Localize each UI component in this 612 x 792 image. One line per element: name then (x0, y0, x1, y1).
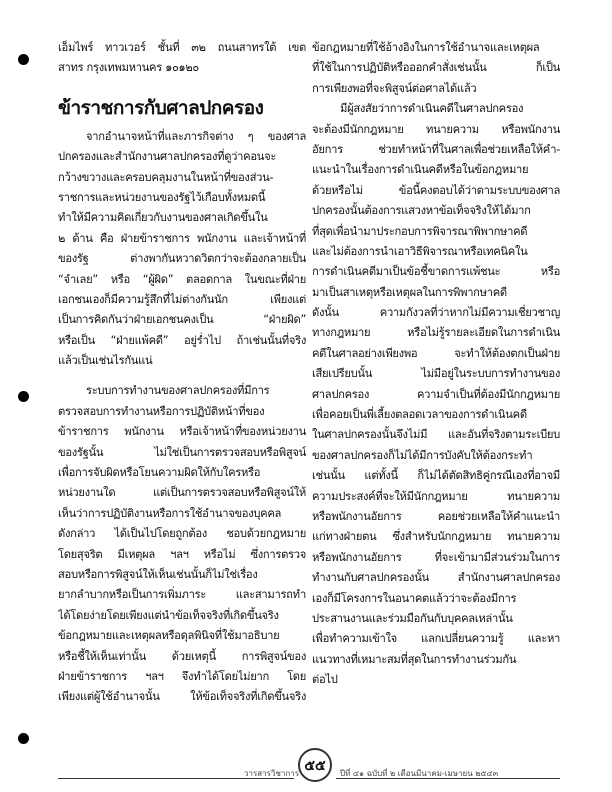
text-line: ของศาลปกครองก็ไม่ได้มีการบังคับให้ต้องกระทำ (312, 448, 533, 462)
text-line: เป็นการคิดกันว่าฝ่ายเอกชนคงเป็น “ฝ่ายผิด” (58, 313, 306, 327)
text-line: แล้วเป็นเช่นไรกันแน่ (58, 354, 153, 368)
text-line: ที่ใช้ในการปฏิบัติหรือออกคำสั่งเช่นนั้น ก็เป็น (312, 61, 560, 75)
text-line: มาเป็นสาเหตุหรือเหตุผลในการพิพากษาคดี (312, 285, 507, 299)
text-line: คดีในศาลอย่างเพียงพอ จะทำให้ต้องตกเป็นฝ่าย (312, 346, 560, 360)
text-line: ของรัฐนั้น ไม่ใช่เป็นการตรวจสอบหรือพิสูจน์ (58, 445, 306, 459)
right-column (312, 38, 560, 691)
text-line: “จำเลย” หรือ “ผู้ผิด” ตลอดกาล ในขณะที่ฝ่าย (58, 272, 306, 286)
intro-line: สาทร กรุงเทพมหานคร ๑๐๑๒๐ (58, 61, 199, 75)
text-line: เพื่อคอยเป็นพี่เลี้ยงตลอดเวลาของการดำเนินคดี (312, 408, 527, 422)
text-line: ๒ ด้าน คือ ฝ่ายข้าราชการ พนักงาน และเจ้าหน้าที่ (58, 231, 306, 245)
text-line: ของรัฐ ต่างพากันหวาดวิตกว่าจะต้องกลายเป็น (58, 252, 306, 266)
text-line: เสียเปรียบนั้น ไม่มีอยู่ในระบบการทำงานของ (312, 367, 560, 381)
binding-hole (18, 391, 29, 402)
text-line: หรือพนักงานอัยการ คอยช่วยเหลือให้คำแนะนำ (312, 509, 560, 523)
intro-line: เอ็มไพร์ ทาวเวอร์ ชั้นที่ ๓๒ ถนนสาทรใต้ เขต (58, 41, 306, 54)
text-line: การเพียงพอที่จะพิสูจน์ต่อศาลได้แล้ว (312, 81, 477, 95)
text-line: ต่อไป (312, 673, 338, 687)
text-line: เพื่อทำความเข้าใจ แลกเปลี่ยนความรู้ และหา (312, 632, 560, 646)
text-line: มีผู้สงสัยว่าการดำเนินคดีในศาลปกครอง (340, 102, 524, 116)
binding-hole (18, 54, 29, 65)
text-line: ปกครองและสำนักงานศาลปกครองที่ดูว่าคอนจะ (58, 150, 277, 164)
text-line: จากอำนาจหน้าที่และภารกิจต่าง ๆ ของศาล (86, 129, 306, 143)
text-line: เองก็มีโครงการในอนาคตแล้วว่าจะต้องมีการ (312, 591, 517, 605)
text-line: หรือชี้ให้เห็นเท่านั้น ด้วยเหตุนี้ การพิสูจน์ของ (58, 649, 306, 663)
text-line: ทำงานกับศาลปกครองนั้น สำนักงานศาลปกครอง (312, 571, 560, 585)
footer-issue-info: ปีที่ ๔๑ ฉบับที่ ๒ เดือนมีนาคม-เมษายน ๒๕๔๓ (340, 769, 499, 778)
text-line: ยากลำบากหรือเป็นการเพิ่มภาระ และสามารถทำ (58, 588, 306, 602)
text-line: ศาลปกครอง ความจำเป็นที่ต้องมีนักกฎหมาย (312, 387, 560, 401)
text-line: แก่ทางฝ่ายตน ซึ่งสำหรับนักกฎหมาย ทนายความ (312, 530, 560, 544)
text-line: ข้อกฎหมายและเหตุผลหรือดุลพินิจที่ใช้มาอธิบาย (58, 629, 280, 643)
text-line: เห็นว่าการปฏิบัติงานหรือการใช้อำนาจของบุคคล (58, 506, 282, 520)
text-line: ทำให้มีความคิดเกี่ยวกับงานของศาลเกิดขึ้นใน (58, 211, 268, 225)
text-line: หน่วยงานใด แต่เป็นการตรวจสอบหรือพิสูจน์ให้ (58, 486, 306, 500)
text-line: ข้อกฎหมายที่ใช้อ้างอิงในการใช้อำนาจและเหตุผล (312, 41, 540, 54)
text-line: หรือเป็น “ฝ่ายแพ้คดี” อยู่ร่ำไป ถ้าเช่นนั้นที่จริง (58, 333, 306, 347)
text-line: สอบหรือการพิสูจน์ให้เห็นเช่นนั้นก็ไม่ใช่เรื่อง (58, 567, 258, 581)
text-line: จะต้องมีนักกฎหมาย ทนายความ หรือพนักงาน (312, 122, 560, 136)
text-line: ฝ่ายข้าราชการ ฯลฯ จึงทำได้โดยไม่ยาก โดย (58, 669, 306, 683)
text-line: ราชการและหน่วยงานของรัฐไว้เกือบทั้งหมดนี้ (58, 190, 266, 204)
text-line: ดังนั้น ความกังวลที่ว่าหากไม่มีความเชี่ยวชาญ (312, 306, 560, 320)
text-line: ตรวจสอบการทำงานหรือการปฏิบัติหน้าที่ของ (58, 404, 265, 418)
continuation-paragraph (312, 38, 560, 99)
text-line: ได้โดยง่ายโดยเพียงแต่นำข้อเท็จจริงที่เกิดขึ้นจริง (58, 608, 279, 622)
paragraph-1 (58, 127, 306, 372)
text-line: แนะนำในเรื่องการดำเนินคดีหรือในข้อกฎหมาย (312, 163, 529, 177)
text-line: ดังกล่าว ได้เป็นไปโดยถูกต้อง ชอบด้วยกฎหมาย (58, 527, 306, 541)
left-column (58, 38, 306, 708)
text-line: ความประสงค์ที่จะให้มีนักกฎหมาย ทนายความ (312, 489, 560, 503)
text-line: แนวทางที่เหมาะสมที่สุดในการทำงานร่วมกัน (312, 652, 517, 666)
text-line: ประสานงานและร่วมมือกันกับบุคคลเหล่านั้น (312, 611, 513, 625)
paragraph-2 (58, 381, 306, 707)
paragraph-3 (312, 99, 560, 690)
text-line: อัยการ ช่วยทำหน้าที่ในศาลเพื่อช่วยเหลือให้คำ- (312, 142, 560, 156)
binding-hole (18, 733, 29, 744)
text-line: ทางกฎหมาย หรือไม่รู้รายละเอียดในการดำเนิน (312, 326, 560, 340)
text-line: หรือพนักงานอัยการ ที่จะเข้ามามีส่วนร่วมในการ (312, 550, 560, 564)
text-line: เอกชนเองก็มีความรู้สึกที่ไม่ต่างกันนัก เพียงแต่ (58, 292, 306, 306)
text-line: และไม่ต้องการนำเอาวิธีพิจารณาหรือเทคนิคใน (312, 244, 528, 258)
section-heading: ข้าราชการกับศาลปกครอง (58, 96, 264, 119)
text-line: ด้วยหรือไม่ ข้อนี้คงตอบได้ว่าตามระบบของศาล (312, 183, 560, 197)
footer-journal-name: วารสารวิชาการ (244, 769, 299, 778)
text-line: การดำเนินคดีมาเป็นข้อชี้ขาดการแพ้ชนะ หรือ (312, 265, 560, 279)
text-line: เช่นนั้น แต่ทั้งนี้ ก็ไม่ได้ตัดสิทธิคู่กรณีเองที่อาจมี (312, 469, 560, 483)
text-line: เพียงแต่ผู้ใช้อำนาจนั้น ให้ข้อเท็จจริงที่เกิดขึ้นจริง (58, 690, 306, 704)
text-line: กว้างขวางและครอบคลุมงานในหน้าที่ของส่วน- (58, 170, 274, 184)
text-line: ปกครองนั้นต้องการแสวงหาข้อเท็จจริงให้ได้มาก (312, 204, 531, 218)
text-line: ในศาลปกครองนั้นจึงไม่มี และอันที่จริงตามระเบียบ (312, 428, 560, 442)
text-line: ระบบการทำงานของศาลปกครองที่มีการ (86, 384, 270, 398)
text-line: ที่สุดเพื่อนำมาประกอบการพิจารณาพิพากษาคดี (312, 224, 528, 238)
page-number: ๕๕ (298, 748, 332, 782)
text-line: โดยสุจริต มีเหตุผล ฯลฯ หรือไม่ ซึ่งการตรวจ (58, 547, 306, 561)
text-line: ข้าราชการ พนักงาน หรือเจ้าหน้าที่ของหน่วยงาน (58, 425, 306, 439)
text-line: เพื่อการจับผิดหรือโยนความผิดให้กับใครหรือ (58, 466, 261, 480)
